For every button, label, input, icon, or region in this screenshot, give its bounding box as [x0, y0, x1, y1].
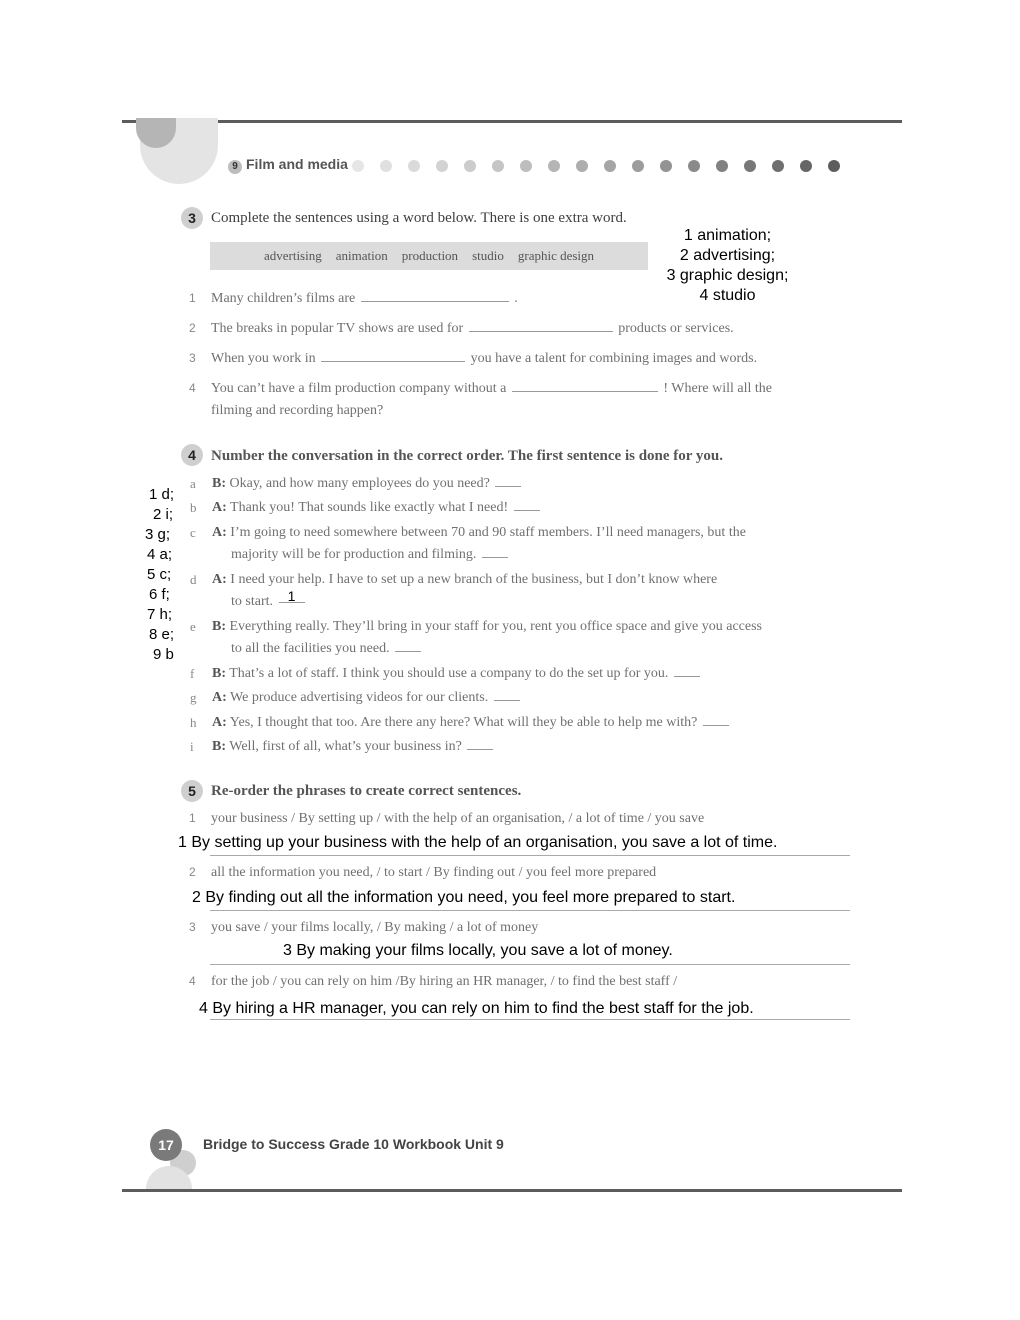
ex5-item-2 [189, 865, 657, 881]
progress-dot [604, 160, 616, 172]
item-text: to all the facilities you need. [231, 641, 390, 656]
unit-number-badge: 9 [228, 160, 242, 174]
item-letter: e [190, 619, 196, 634]
item-text: That’s a lot of staff. I think you should use a company to do the set up for you. [229, 666, 669, 681]
top-rule [122, 120, 902, 123]
item-text: Many children’s films are [211, 291, 356, 306]
exercise-3-number: 3 [181, 207, 203, 229]
answer-blank[interactable] [395, 650, 421, 652]
answer-blank[interactable] [494, 699, 520, 701]
ex3-item-1 [189, 291, 518, 307]
answer-blank-filled[interactable]: 1 [279, 590, 305, 603]
progress-dot [772, 160, 784, 172]
item-number: 1 [189, 811, 196, 825]
answer-blank[interactable] [674, 675, 700, 677]
bottom-rule [122, 1189, 902, 1192]
word-box [210, 242, 648, 270]
item-text: products or services. [618, 321, 734, 336]
item-letter: h [190, 715, 197, 730]
exercise-5-title: Re-order the phrases to create correct sentences. [211, 783, 522, 799]
item-text: your business / By setting up / with the help of an organisation, / a lot of time / you save [211, 811, 705, 826]
ex3-item-2 [189, 321, 734, 337]
item-number: 4 [189, 974, 196, 988]
ex4-item-h [190, 715, 731, 731]
item-text: to start. [231, 594, 273, 609]
progress-dot [492, 160, 504, 172]
item-number: 3 [189, 920, 196, 934]
item-text: all the information you need, / to start / By finding out / you feel more prepared [211, 865, 657, 880]
ex4-answer-line: 5 c; [147, 566, 172, 583]
item-text: majority will be for production and filming. [231, 547, 477, 562]
item-letter: f [190, 666, 195, 681]
answer-blank[interactable] [703, 724, 729, 726]
ex4-answer-line: 8 e; [149, 626, 175, 643]
ex3-item-3 [189, 351, 758, 367]
speaker: B: [212, 666, 226, 681]
item-text: you save / your films locally, / By making / a lot of money [211, 920, 539, 935]
item-letter: d [190, 572, 197, 587]
ex3-answer-line: 1 animation; [683, 227, 772, 244]
item-text: Everything really. They’ll bring in your staff for you, rent you office space and give you access [229, 619, 762, 634]
progress-dot [380, 160, 392, 172]
answer-line [210, 910, 850, 911]
unit-title [228, 156, 348, 174]
exercise-4-title: Number the conversation in the correct order. The first sentence is done for you. [211, 448, 724, 464]
progress-dot [576, 160, 588, 172]
item-text: for the job / you can rely on him /By hiring an HR manager, / to find the best staff / [211, 974, 678, 989]
item-number: 2 [189, 865, 196, 879]
speaker: A: [212, 500, 227, 515]
answer-line [210, 964, 850, 965]
ex4-item-a [190, 476, 523, 492]
item-number: 2 [189, 321, 196, 335]
ex4-item-g [190, 690, 522, 706]
item-text: I’m going to need somewhere between 70 and 90 staff members. I’ll need managers, but the [230, 525, 746, 540]
speaker: A: [212, 572, 227, 587]
progress-dot [352, 160, 364, 172]
answer-blank[interactable] [482, 556, 508, 558]
item-text: ! Where will all the [663, 381, 772, 396]
item-text: Thank you! That sounds like exactly what I need! [230, 500, 509, 515]
speaker: B: [212, 476, 226, 491]
progress-dot [464, 160, 476, 172]
ex5-answer-1[interactable]: 1 By setting up your business with the help of an organisation, you save a lot of time. [178, 834, 778, 851]
ex5-answer-3[interactable]: 3 By making your films locally, you save a lot of money. [283, 942, 673, 959]
answer-blank[interactable] [469, 330, 613, 332]
ex4-answer-line: 9 b [153, 646, 174, 663]
ex3-answer-line: 2 advertising; [679, 247, 776, 264]
exercise-5-number: 5 [181, 780, 203, 802]
progress-dot [688, 160, 700, 172]
speaker: A: [212, 715, 227, 730]
answer-blank[interactable] [361, 300, 509, 302]
answer-line [210, 855, 850, 856]
answer-blank[interactable] [321, 360, 465, 362]
progress-dot [548, 160, 560, 172]
item-letter: g [190, 690, 197, 705]
item-text: When you work in [211, 351, 316, 366]
speaker: B: [212, 739, 226, 754]
speaker: A: [212, 525, 227, 540]
ex4-answer-line: 4 a; [147, 546, 173, 563]
ex4-answer-line: 6 f; [149, 586, 170, 603]
item-number: 1 [189, 291, 196, 305]
ex4-item-c [190, 525, 746, 541]
item-number: 3 [189, 351, 196, 365]
item-text: you have a talent for combining images and words. [470, 351, 758, 366]
item-text: We produce advertising videos for our clients. [230, 690, 489, 705]
footer-text: Bridge to Success Grade 10 Workbook Unit 9 [203, 1136, 504, 1152]
ex5-answer-2[interactable]: 2 By finding out all the information you need, you feel more prepared to start. [192, 889, 736, 906]
page-number-badge: 17 [150, 1129, 182, 1161]
ex4-item-b [190, 500, 542, 516]
item-letter: b [190, 500, 197, 515]
speaker: B: [212, 619, 226, 634]
progress-dot [660, 160, 672, 172]
exercise-3-title: Complete the sentences using a word below. There is one extra word. [211, 210, 627, 226]
ex3-answer-line: 4 studio [699, 287, 756, 304]
speaker: A: [212, 690, 227, 705]
progress-dot [632, 160, 644, 172]
ex3-item-4-cont: filming and recording happen? [211, 403, 384, 418]
item-text: . [514, 291, 518, 306]
answer-blank[interactable] [514, 509, 540, 511]
item-letter: c [190, 525, 196, 540]
item-text: You can’t have a film production company without a [211, 381, 507, 396]
word-box-item: studio [472, 248, 504, 263]
progress-dot [520, 160, 532, 172]
progress-dot [408, 160, 420, 172]
ex4-answers [145, 485, 185, 665]
word-box-item: advertising [263, 248, 322, 263]
word-box-item: graphic design [517, 248, 595, 263]
ex4-item-c-cont [231, 547, 510, 563]
item-letter: a [190, 476, 196, 491]
progress-dot [716, 160, 728, 172]
item-text: Okay, and how many employees do you need? [229, 476, 490, 491]
unit-title-text: Film and media [246, 156, 348, 172]
ex4-item-i [190, 739, 495, 755]
ex5-item-4 [189, 974, 678, 990]
item-text: Well, first of all, what’s your business in? [229, 739, 462, 754]
ex4-item-e-cont [231, 641, 423, 657]
progress-dots [352, 160, 840, 172]
ex4-item-f [190, 666, 702, 682]
ex5-item-3 [189, 920, 539, 936]
progress-dot [828, 160, 840, 172]
answer-line [210, 1019, 850, 1020]
item-text: The breaks in popular TV shows are used for [211, 321, 464, 336]
ex5-item-1 [189, 811, 705, 827]
progress-dot [436, 160, 448, 172]
ex5-answer-4[interactable]: 4 By hiring a HR manager, you can rely on him to find the best staff for the job. [199, 1000, 754, 1017]
answer-blank[interactable] [467, 748, 493, 750]
word-box-item: animation [335, 248, 388, 263]
exercise-4-number: 4 [181, 444, 203, 466]
item-letter: i [190, 739, 194, 754]
progress-dot [800, 160, 812, 172]
ex4-item-d [190, 572, 718, 588]
ex3-item-4 [189, 381, 772, 397]
ex3-answer-line: 3 graphic design; [666, 267, 789, 284]
progress-dot [744, 160, 756, 172]
item-text: Yes, I thought that too. Are there any here? What will they be able to help me with? [229, 715, 698, 730]
ex4-answer-line: 1 d; [149, 486, 175, 503]
answer-blank[interactable] [512, 390, 658, 392]
ex4-item-d-cont [231, 588, 307, 610]
ex4-answer-line: 3 g; [145, 526, 171, 543]
ex4-item-e [190, 619, 762, 635]
answer-blank[interactable] [495, 485, 521, 487]
word-box-item: production [401, 248, 459, 263]
ex4-answer-line: 7 h; [147, 606, 173, 623]
item-number: 4 [189, 381, 196, 395]
ex3-answers [655, 226, 800, 306]
ex4-answer-line: 2 i; [153, 506, 174, 523]
item-text: I need your help. I have to set up a new branch of the business, but I don’t know where [230, 572, 718, 587]
